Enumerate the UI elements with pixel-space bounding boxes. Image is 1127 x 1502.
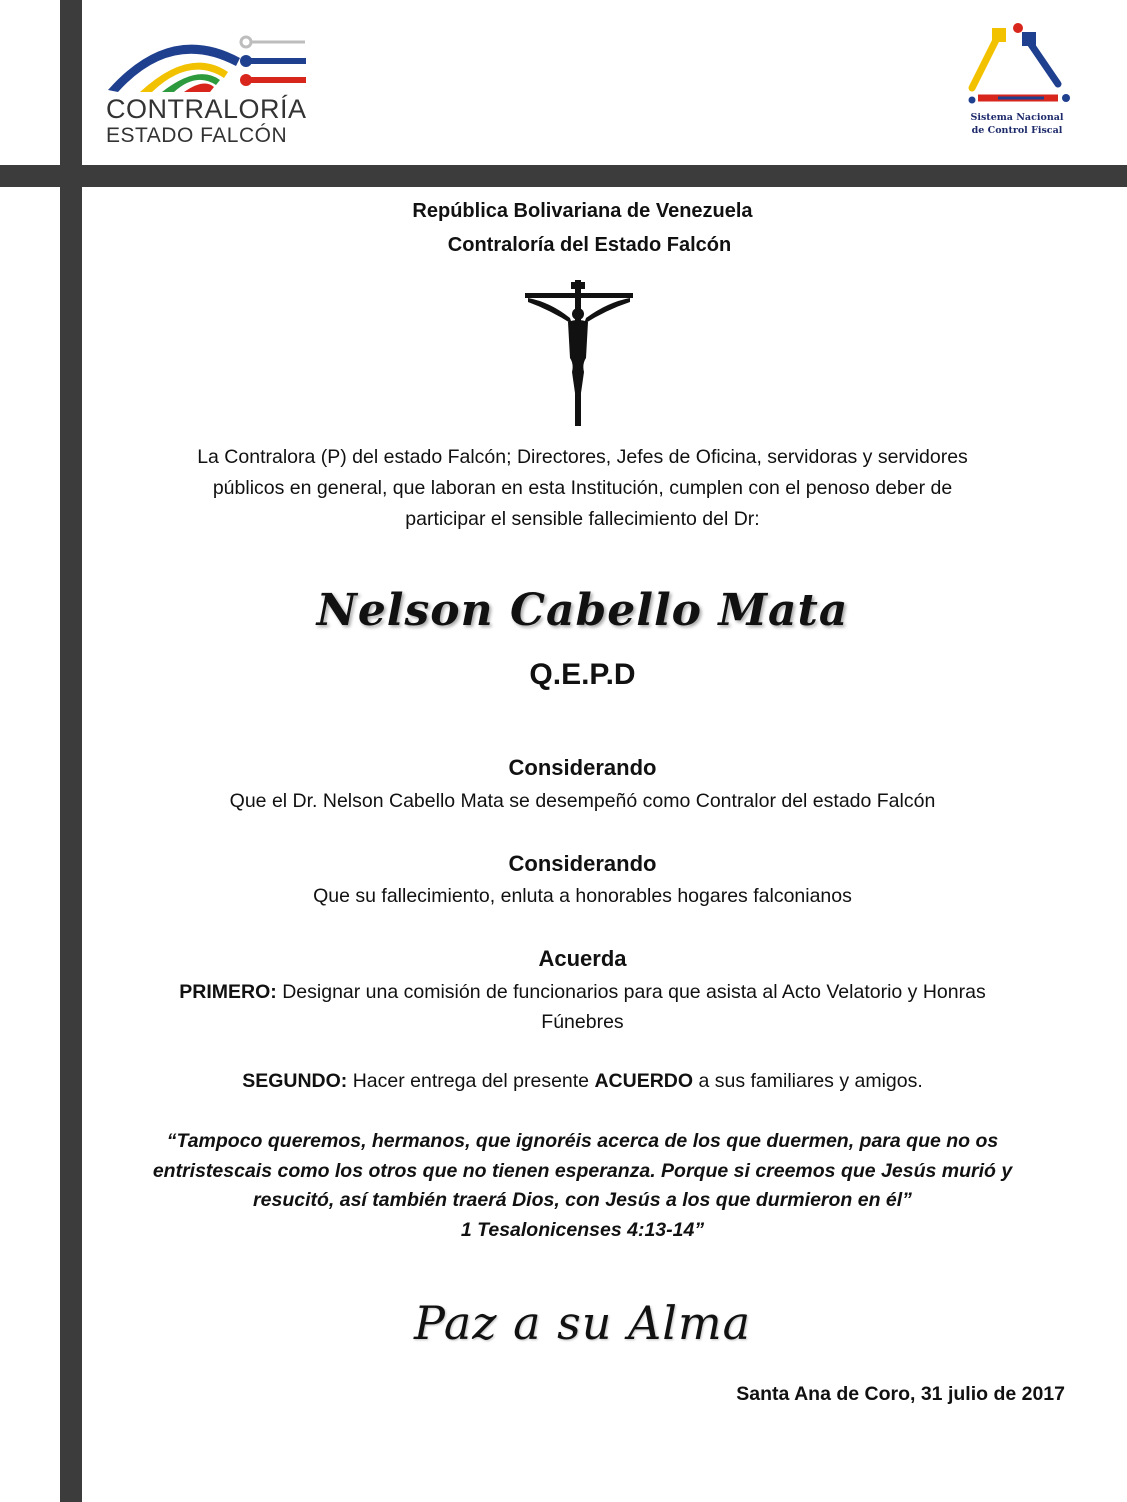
considerando-2-text: Que su fallecimiento, enluta a honorables hogares falconianos bbox=[313, 885, 852, 907]
primero-line2: Fúnebres bbox=[541, 1011, 624, 1033]
primero-text: Designar una comisión de funcionarios para que asista al Acto Velatorio y Honras bbox=[276, 981, 986, 1003]
segundo-label: SEGUNDO: bbox=[242, 1070, 348, 1092]
intro-line2: públicos en general, que laboran en esta Institución, cumplen con el penoso deber de bbox=[212, 477, 953, 499]
considerando-1-text: Que el Dr. Nelson Cabello Mata se desempeñó como Contralor del estado Falcón bbox=[229, 790, 936, 812]
triangle-keys-emblem bbox=[958, 18, 1076, 110]
sistema-nacional-logo bbox=[958, 18, 1076, 148]
considerando-2-title: Considerando bbox=[508, 851, 657, 876]
peace-to-soul: Paz a su Alma bbox=[413, 1296, 752, 1350]
primero-label: PRIMERO: bbox=[179, 981, 277, 1003]
logo-left-line1: CONTRALORÍA bbox=[106, 94, 307, 124]
intro-line3: participar el sensible fallecimiento del Dr: bbox=[405, 508, 760, 530]
considerando-1-title: Considerando bbox=[508, 755, 657, 780]
header-line2: Contraloría del Estado Falcón bbox=[447, 234, 732, 256]
intro-line1: La Contralora (P) del estado Falcón; Directores, Jefes de Oficina, servidoras y servidores bbox=[197, 446, 968, 468]
logo-right-line1: Sistema Nacional bbox=[970, 112, 1064, 123]
logo-right-line2: de Control Fiscal bbox=[971, 125, 1063, 136]
qepd-label: Q.E.P.D bbox=[529, 658, 636, 691]
primero-line bbox=[90, 977, 1075, 1008]
quote-line3: resucitó, así también traerá Dios, con Jesús a los que durmieron en él” bbox=[253, 1189, 912, 1211]
place-date: Santa Ana de Coro, 31 julio de 2017 bbox=[736, 1383, 1065, 1405]
logo-left-line2: ESTADO FALCÓN bbox=[106, 124, 288, 147]
header-line1: República Bolivariana de Venezuela bbox=[412, 200, 753, 222]
arch-keys-emblem bbox=[100, 28, 315, 98]
deceased-name: Nelson Cabello Mata bbox=[316, 585, 849, 636]
quote-line2: entristescais como los otros que no tienen esperanza. Porque si creemos que Jesús murió y bbox=[152, 1160, 1013, 1182]
mourning-vertical-bar bbox=[60, 0, 82, 1502]
segundo-text2: a sus familiares y amigos. bbox=[693, 1070, 923, 1092]
segundo-text1: Hacer entrega del presente bbox=[347, 1070, 595, 1092]
acuerda-title: Acuerda bbox=[538, 946, 627, 971]
mourning-horizontal-bar bbox=[0, 165, 1127, 187]
quote-citation: 1 Tesalonicenses 4:13-14” bbox=[460, 1219, 705, 1241]
segundo-bold: ACUERDO bbox=[594, 1070, 694, 1092]
segundo-line bbox=[90, 1066, 1075, 1097]
crucifix-icon bbox=[520, 272, 638, 428]
quote-line1: “Tampoco queremos, hermanos, que ignoréis acerca de los que duermen, para que no os bbox=[166, 1130, 999, 1152]
contraloria-falcon-logo bbox=[100, 28, 315, 146]
